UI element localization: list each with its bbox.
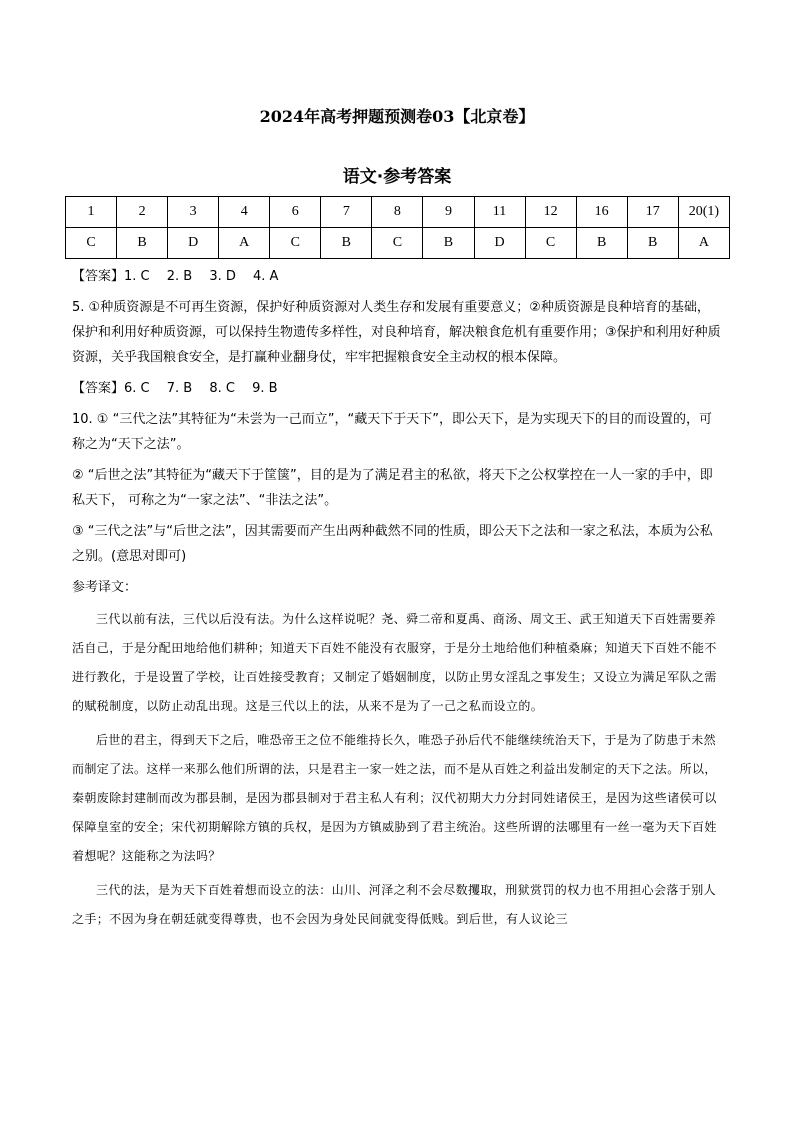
question-number-cell: 12: [525, 197, 576, 228]
question-number-cell: 16: [576, 197, 627, 228]
answer-cell: B: [117, 228, 168, 259]
page-title: 2024年高考押题预测卷03【北京卷】: [259, 107, 535, 126]
answer-cell: C: [372, 228, 423, 259]
translation-paragraph-2: 后世的君主，得到天下之后，唯恐帝王之位不能维持长久，唯恐子孙后代不能继续统治天下，于是为了防患于未然而制定了法。这样一来那么他们所谓的法，只是君主一家一姓之法，而不是从百姓之利益出发制定的天下之法。所以，秦朝废除封建制而改为郡县制，是因为郡县制对于君主私人有利；汉代初期大力分封同姓诸侯王，是因为这些诸侯可以保障皇室的安全；宋代初期解除方镇的兵权，是因为方镇威胁到了君主统治。这些所谓的法哪里有一丝一毫为天下百姓着想呢？这能称之为法吗？: [72, 733, 717, 863]
answer-cell: D: [168, 228, 219, 259]
answer-cell: A: [678, 228, 729, 259]
question-number-cell: 11: [474, 197, 525, 228]
answer-cell: D: [474, 228, 525, 259]
answer-line-1: 【答案】1. C 2. B 3. D 4. A: [72, 269, 279, 284]
answer-cell: C: [66, 228, 117, 259]
answer-cell: B: [627, 228, 678, 259]
question-number-cell: 17: [627, 197, 678, 228]
answer-cell: B: [321, 228, 372, 259]
answer-cell: B: [576, 228, 627, 259]
question-number-cell: 8: [372, 197, 423, 228]
question-number-cell: 3: [168, 197, 219, 228]
reference-translation-label: 参考译文：: [72, 580, 138, 595]
answer-line-2: 【答案】6. C 7. B 8. C 9. B: [72, 381, 278, 396]
question-10-point-1: 10. ① “三代之法”其特征为“未尝为一己而立”，“藏天下于天下”，即公天下，是为实现天下的目的而设置的，可称之为“天下之法”。: [72, 412, 713, 452]
answer-cell: C: [525, 228, 576, 259]
translation-paragraph-1: 三代以前有法，三代以后没有法。为什么这样说呢？尧、舜二帝和夏禹、商汤、周文王、武王知道天下百姓需要养活自己，于是分配田地给他们耕种；知道天下百姓不能没有衣服穿，于是分土地给他们种植桑麻；知道天下百姓不能不进行教化，于是设置了学校，让百姓接受教育；又制定了婚姻制度，以防止男女淫乱之事发生；又设立为满足军队之需的赋税制度，以防止动乱出现。这是三代以上的法，从来不是为了一己之私而设立的。: [72, 612, 717, 713]
question-number-cell: 6: [270, 197, 321, 228]
question-10-point-3: ③ “三代之法”与“后世之法”，因其需要而产生出两种截然不同的性质，即公天下之法和一家之私法，本质为公私之别。(意思对即可): [72, 524, 713, 564]
question-number-cell: 7: [321, 197, 372, 228]
answer-body: [72, 264, 722, 934]
question-number-cell: 4: [219, 197, 270, 228]
question-10-point-2: ② “后世之法”其特征为“藏天下于筐箧”，目的是为了满足君主的私欲，将天下之公权掌控在一人一家的手中，即私天下， 可称之为“一家之法”、“非法之法”。: [72, 468, 713, 508]
question-number-cell: 9: [423, 197, 474, 228]
question-number-cell: 20(1): [678, 197, 729, 228]
question-5-answer: 5. ①种质资源是不可再生资源，保护好种质资源对人类生存和发展有重要意义；②种质资源是良种培育的基础，保护和利用好种质资源，可以保持生物遗传多样性，对良种培育，解决粮食危机有重要作用；③保护和利用好种质资源，关乎我国粮食安全，是打赢种业翻身仗，牢牢把握粮食安全主动权的根本保障。: [72, 300, 721, 365]
page-subtitle: 语文·参考答案: [342, 167, 452, 187]
question-number-cell: 1: [66, 197, 117, 228]
answer-cell: B: [423, 228, 474, 259]
answer-table: [65, 196, 730, 259]
translation-paragraph-3: 三代的法，是为天下百姓着想而设立的法：山川、河泽之利不会尽数攫取，刑狱赏罚的权力也不用担心会落于别人之手；不因为身在朝廷就变得尊贵，也不会因为身处民间就变得低贱。到后世，有人议论三: [72, 883, 717, 926]
answer-cell: A: [219, 228, 270, 259]
answer-cell: C: [270, 228, 321, 259]
question-number-row: [66, 197, 730, 228]
answer-row: [66, 228, 730, 259]
question-number-cell: 2: [117, 197, 168, 228]
